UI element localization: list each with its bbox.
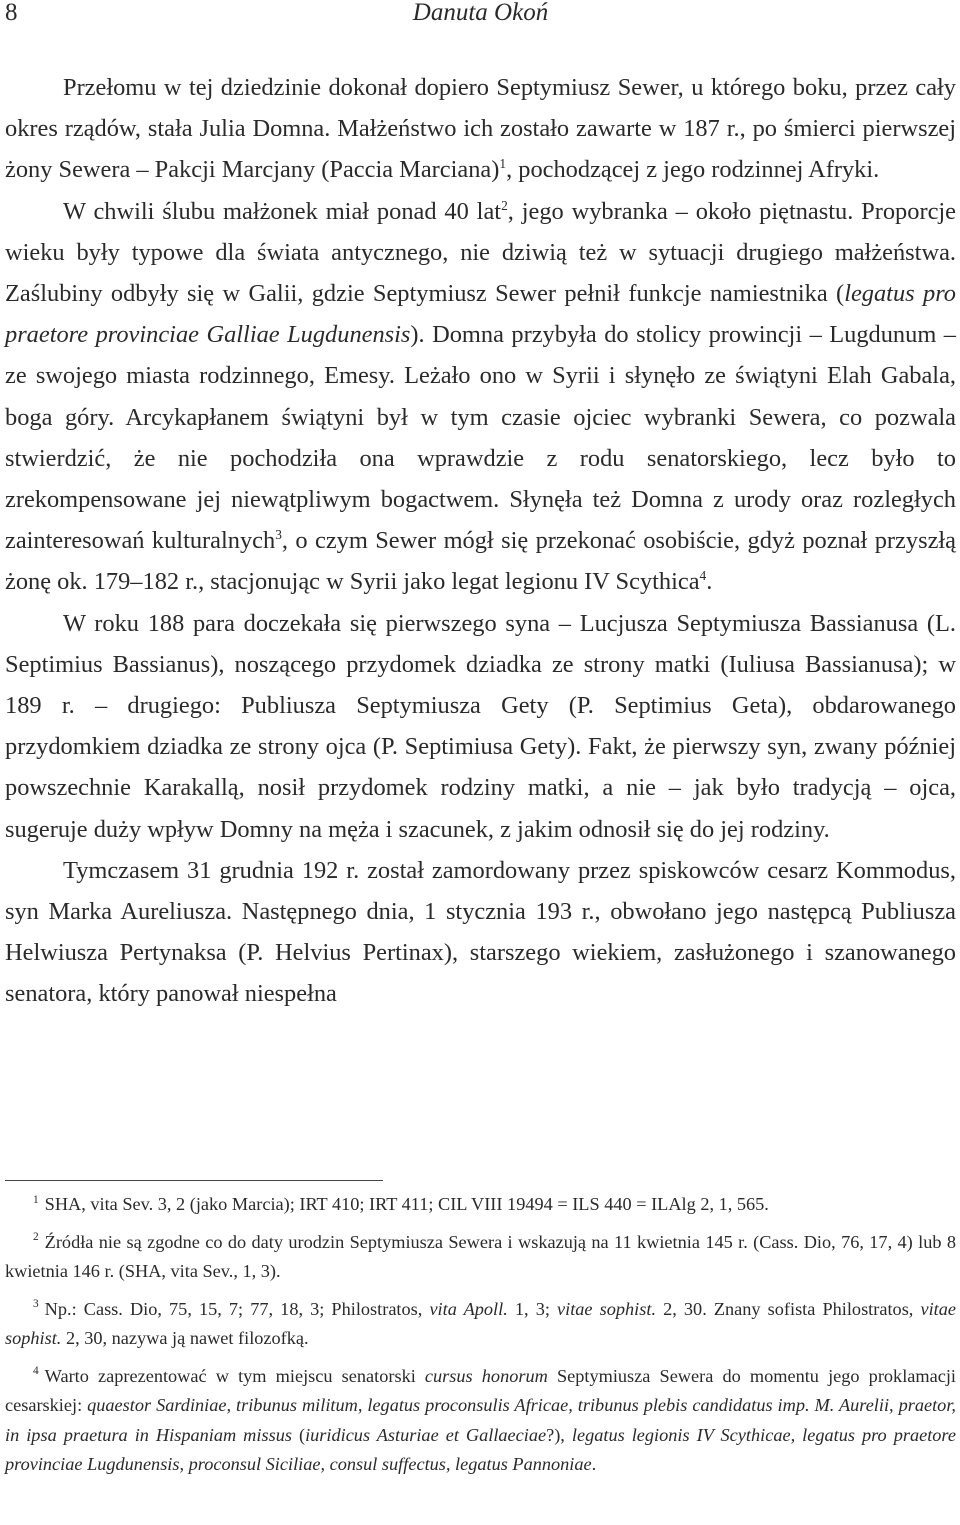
paragraph-1: Przełomu w tej dziedzinie dokonał dopiero Septymiusz Sewer, u którego boku, przez cały okres rządów, stała Julia Domna. Małżeństwo ich zostało zawarte w 187 r., po śmierci pierwszej żony Sewera – Pakcji Marcjany (Paccia Marciana)$^1$, pochodzącej z jego rodzinnej Afryki. xyxy=(5,74,956,184)
footnote-1: $^1$ SHA, vita Sev. 3, 2 (jako Marcia); IRT 410; IRT 411; CIL VIII 19494 = ILS 440 = ILAlg 2, 1, 565. xyxy=(33,1193,769,1214)
footnote-ref-3[interactable]: 3 xyxy=(275,527,282,543)
paragraph-3: W roku 188 para doczekała się pierwszego syna – Lucjusza Septymiusza Bassianusa (L. Septimius Bassianus), noszącego przydomek dziadka ze strony matki (Iuliusa Bassianusa); w 189 r. – drugiego: Publiusza Septymiusza Gety (P. Septimius Geta), obdarowanego przydomkiem dziadka ze strony ojca (P. Septimiusa Gety). Fakt, że pierwszy syn, zwany później powszechnie Karakallą, nosił przydomek rodziny matki, a nie – jak było tradycją – ojca, sugeruje duży wpływ Domny na męża i szacunek, z jakim odnosił się do jej rodziny. xyxy=(5,609,956,843)
footnote-ref-1[interactable]: 1 xyxy=(499,156,507,172)
page-number: 8 xyxy=(5,0,18,26)
footnote-ref-4[interactable]: 4 xyxy=(699,568,707,584)
paragraph-4: Tymczasem 31 grudnia 192 r. został zamordowany przez spiskowców cesarz Kommodus, syn Marka Aureliusza. Następnego dnia, 1 stycznia 193 r., obwołano jego następcą Publiusza Helwiusza Pertynaksa (P. Helvius Pertinax), starszego wiekiem, zasłużonego i szanowanego senatora, który panował niespełna xyxy=(5,856,956,1008)
main-text xyxy=(5,67,956,1015)
page-header xyxy=(5,0,956,36)
paragraph-2: W chwili ślubu małżonek miał ponad 40 lat$^2$, jego wybranka – około piętnastu. Proporcje wieku były typowe dla świata antycznego, nie dziwią też w sytuacji drugiego małżeństwa. Zaślubiny odbyły się w Galii, gdzie Septymiusz Sewer pełnił funkcje namiestnika (legatus pro praetore provinciae Galliae Lugdunensis). Domna przybyła do stolicy prowincji – Lugdunum – ze swojego miasta rodzinnego, Emesy. Leżało ono w Syrii i słynęło ze świątyni Elah Gabala, boga góry. Arcykapłanem świątyni był w tym czasie ojciec wybranki Sewera, co pozwala stwierdzić, że nie pochodziła ona wprawdzie z rodu senatorskiego, lecz było to zrekompensowane jej niewątpliwym bogactwem. Słynęła też Domna z urody oraz rozległych zainteresowań kulturalnych$^3$, o czym Sewer mógł się przekonać osobiście, gdyż poznał przyszłą żonę ok. 179–182 r., stacjonując w Syrii jako legat legionu IV Scythica$^4$. xyxy=(5,197,956,596)
footnotes xyxy=(5,1190,956,1488)
running-head-author: Danuta Okoń xyxy=(412,0,549,26)
footnote-ref-2[interactable]: 2 xyxy=(501,197,508,213)
footnote-2: $^2$ Źródła nie są zgodne co do daty urodzin Septymiusza Sewera i wskazują na 11 kwietnia 145 r. (Cass. Dio, 76, 17, 4) lub 8 kwietnia 146 r. (SHA, vita Sev., 1, 3). xyxy=(5,1231,956,1281)
footnote-3: $^3$ Np.: Cass. Dio, 75, 15, 7; 77, 18, 3; Philostratos, vita Apoll. 1, 3; vitae sophist. 2, 30. Znany sofista Philostratos, vitae sophist. 2, 30, nazywa ją nawet filozofką. xyxy=(5,1298,956,1348)
footnote-4: $^4$ Warto zaprezentować w tym miejscu senatorski cursus honorum Septymiusza Sewera do momentu jego proklamacji cesarskiej: quaestor Sardiniae, tribunus militum, legatus proconsulis Africae, tribunus plebis candidatus imp. M. Aurelii, praetor, in ipsa praetura in Hispaniam missus (iuridicus Asturiae et Gallaeciae?), legatus legionis IV Scythicae, legatus pro praetore provinciae Lugdunensis, proconsul Siciliae, consul suffectus, legatus Pannoniae. xyxy=(5,1365,956,1474)
footnote-separator xyxy=(5,1180,383,1181)
